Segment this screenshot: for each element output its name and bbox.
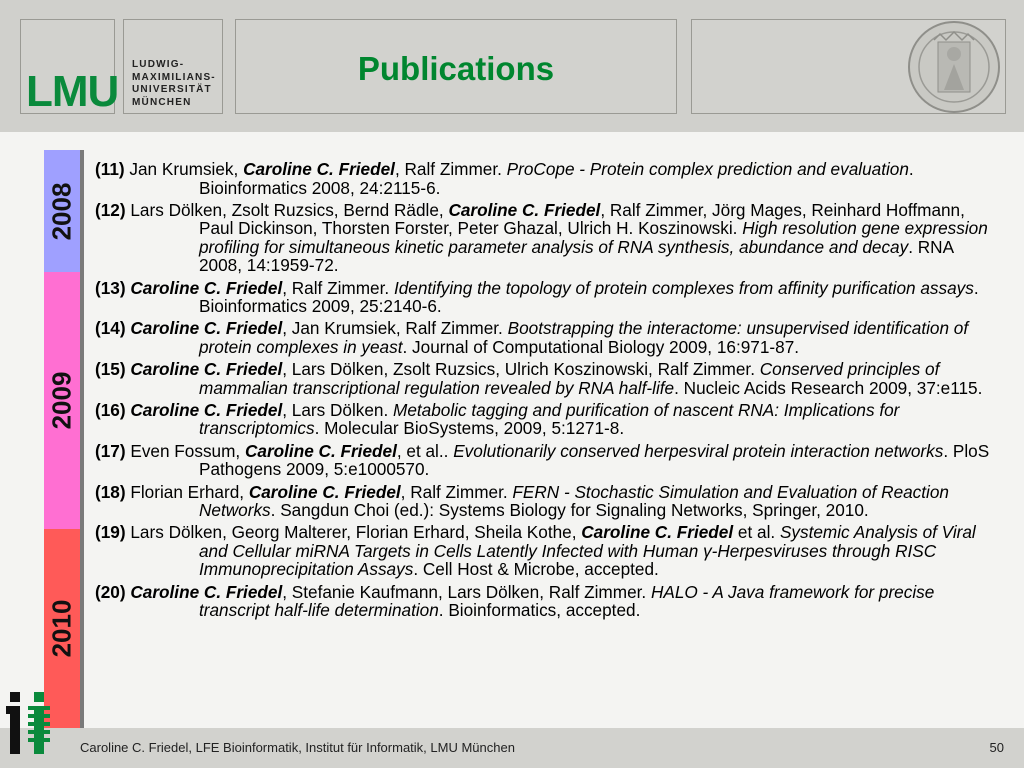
highlighted-author: Caroline C. Friedel [244,440,397,461]
publication-venue: . Molecular BioSystems, 2009, 5:1271-8. [314,418,625,439]
publication-title: Bootstrapping the interactome: unsupervised identification of protein complexes in yeast [199,318,969,357]
year-2008-bar [44,150,84,272]
highlighted-author: Caroline C. Friedel [248,481,401,502]
publication-authors: , Ralf Zimmer. [282,277,394,298]
publication-number: (14) [95,318,126,339]
publication-authors: Even Fossum, [125,440,245,461]
publication-venue: . Bioinformatics, accepted. [438,600,641,621]
publication-item [95,201,995,275]
publication-venue: . PloS Pathogens 2009, 5:e1000570. [199,440,990,480]
publication-item [95,483,995,520]
publication-title: HALO - A Java framework for precise transcript half-life determination [199,581,935,621]
year-label: 2008 [46,182,77,240]
publication-item [95,160,995,197]
publication-item [95,279,995,316]
university-name-line: UNIVERSITÄT [132,84,212,95]
publication-authors: , Stefanie Kaufmann, Lars Dölken, Ralf Zimmer. [282,581,651,602]
publication-number: (20) [95,581,126,602]
publication-title: Metabolic tagging and purification of nascent RNA: Implications for transcriptomics [199,399,900,439]
university-name [132,59,216,109]
publication-title: Identifying the topology of protein complexes from affinity purification assays [393,277,974,298]
seal-box [691,19,1006,114]
footer-text: Caroline C. Friedel, LFE Bioinformatik, Institut für Informatik, LMU München [80,740,515,755]
slide-footer [0,728,1024,768]
publication-venue: . Bioinformatics 2009, 25:2140-6. [199,277,979,317]
lmu-name-box [123,19,223,114]
publication-title: High resolution gene expression profiling for simultaneous kinetic parameter analysis of RNA synthesis, abundance and decay [199,218,988,257]
publication-venue: . Sangdun Choi (ed.): Systems Biology for Signaling Networks, Springer, 2010. [270,500,869,521]
university-name-line: MAXIMILIANS- [132,71,216,83]
publication-authors: Florian Erhard, [125,481,249,502]
university-seal-icon [904,20,1004,115]
university-name-line: LUDWIG- [132,59,185,70]
highlighted-author: Caroline C. Friedel [448,199,601,220]
slide-header [0,0,1024,132]
publication-authors: , Lars Dölken. [282,399,394,420]
lmu-logo-box [20,19,119,116]
publication-number: (13) [95,277,126,298]
year-2009-bar [44,272,84,529]
highlighted-author: Caroline C. Friedel [130,318,283,339]
institute-logo-icon [6,690,52,756]
publication-title: Systemic Analysis of Viral and Cellular miRNA Targets in Cells Latently Infected with Human γ-Herpesviruses through RISC Immunoprecipitation Assays [199,522,976,580]
publication-number: (16) [95,399,126,420]
publication-number: (12) [95,199,126,220]
publication-item [95,442,995,479]
page-number: 50 [989,740,1004,755]
publication-authors: , Lars Dölken, Zsolt Ruzsics, Ulrich Koszinowski, Ralf Zimmer. [282,359,760,380]
publication-number: (17) [95,440,126,461]
publication-authors: et al. [733,522,780,543]
publication-authors: , Jan Krumsiek, Ralf Zimmer. [282,318,508,339]
publication-title: FERN - Stochastic Simulation and Evaluation of Reaction Networks [199,481,949,521]
publication-authors: , Ralf Zimmer. [400,481,513,502]
publication-item [95,523,995,579]
title-box [235,19,677,114]
university-name-line: MÜNCHEN [132,96,192,108]
publication-authors: Jan Krumsiek, [124,159,244,179]
publication-item [95,319,995,356]
publication-authors: , et al.. [396,440,454,461]
publication-authors: Lars Dölken, Zsolt Ruzsics, Bernd Rädle, [125,199,449,220]
publication-list [95,160,995,623]
highlighted-author: Caroline C. Friedel [130,359,283,380]
publication-number: (19) [95,522,126,543]
highlighted-author: Caroline C. Friedel [581,522,734,543]
publication-title: Evolutionarily conserved herpesviral protein interaction networks [453,440,944,461]
highlighted-author: Caroline C. Friedel [130,277,283,298]
publication-venue: . Journal of Computational Biology 2009, 16:971-87. [402,336,800,357]
publication-item [95,583,995,620]
year-label: 2009 [46,371,77,430]
year-label: 2010 [46,599,77,658]
publication-authors: , Ralf Zimmer, Jörg Mages, Reinhard Hoffmann, Paul Dickinson, Thorsten Forster, Peter Ghazal, Ulrich H. Koszinowski. [199,199,965,239]
highlighted-author: Caroline C. Friedel [243,159,395,179]
publication-venue: . Nucleic Acids Research 2009, 37:e115. [674,377,983,398]
publication-title: Conserved principles of mammalian transcriptional regulation revealed by RNA half-life [199,359,940,398]
publication-number: (11) [95,159,125,179]
publication-number: (18) [95,481,126,502]
publication-venue: . RNA 2008, 14:1959-72. [199,236,954,276]
publication-authors: , Ralf Zimmer. [394,159,507,179]
publication-number: (15) [95,359,126,380]
publication-venue: . Bioinformatics 2008, 24:2115-6. [199,159,914,198]
publication-authors: Lars Dölken, Georg Malterer, Florian Erhard, Sheila Kothe, [125,522,582,543]
publication-item [95,360,995,397]
publication-venue: . Cell Host & Microbe, accepted. [413,559,659,580]
publication-title: ProCope - Protein complex prediction and evaluation [506,159,909,179]
lmu-logo-icon: LMU [26,67,119,116]
page-title: Publications [357,50,555,87]
publication-item [95,401,995,438]
highlighted-author: Caroline C. Friedel [130,399,283,420]
highlighted-author: Caroline C. Friedel [130,581,283,602]
